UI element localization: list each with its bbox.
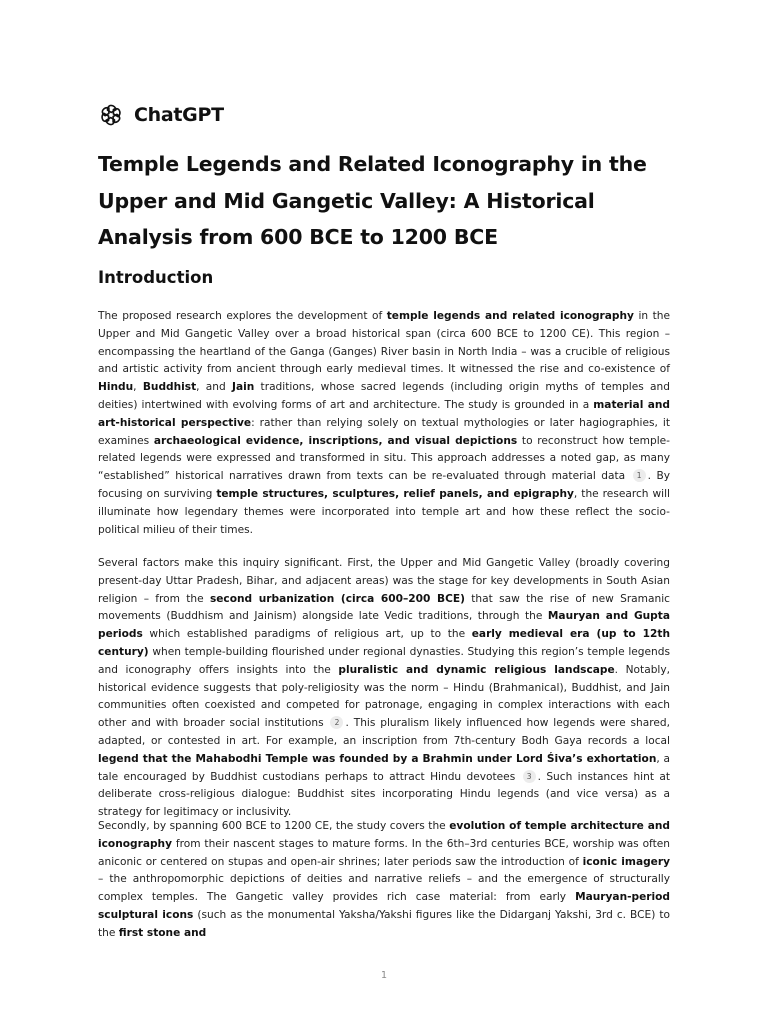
bold-phrase: first stone and xyxy=(118,926,207,939)
bold-phrase: Mauryan-period sculptural icons xyxy=(98,891,670,921)
text-run: . This pluralism likely influenced how legends were shared, adapted, or contested in art. For example, an inscription from 7th-century Bodh Gaya records a local xyxy=(98,717,670,747)
text-run: Several factors make this inquiry significant. First, the Upper and Mid Gangetic Valley (broadly covering present-day Uttar Pradesh, Bihar, and adjacent areas) was the stage for key developments in South Asian religion – from the xyxy=(98,557,670,605)
document-title: Temple Legends and Related Iconography in the Upper and Mid Gangetic Valley: A Historical Analysis from 600 BCE to 1200 BCE xyxy=(98,152,647,249)
paragraph-3 xyxy=(98,818,670,943)
text-run: . By focusing on surviving xyxy=(98,470,670,500)
bold-phrase: archaeological evidence, inscriptions, and visual depictions xyxy=(153,434,518,447)
text-run: , and xyxy=(196,381,233,394)
section-heading: Introduction xyxy=(98,268,214,287)
bold-phrase: evolution of temple architecture and iconography xyxy=(98,820,670,850)
bold-phrase: early medieval era (up to 12th century) xyxy=(98,628,670,658)
citation-badge[interactable]: 2 xyxy=(330,716,343,729)
text-run: : rather than relying solely on textual mythologies or later hagiographies, it examines xyxy=(98,416,670,447)
text-run: , a tale encouraged by Buddhist custodians perhaps to attract Hindu devotees xyxy=(98,752,670,783)
text-run: – the anthropomorphic depictions of deities and narrative reliefs – and the emergence of structurally complex temples. The Gangetic valley provides rich case material: from early xyxy=(98,873,670,904)
text-run: to reconstruct how temple-related legends were expressed and transformed in situ. This approach addresses a noted gap, as many “established” historical narratives drawn from texts can be re-evaluated through material data xyxy=(98,434,670,483)
bold-phrase: Jain xyxy=(232,381,255,394)
bold-phrase: Hindu xyxy=(98,381,134,394)
text-run: . Such instances hint at deliberate cross-religious dialogue: Buddhist sites incorporating Hindu legends (and vice versa) as a strategy for legitimacy or inclusivity. xyxy=(98,770,670,819)
brand-header xyxy=(98,100,224,130)
text-run: , the research will illuminate how legendary themes were incorporated into temple art and how these reflect the socio-political milieu of their times. xyxy=(98,487,670,536)
text-run: , xyxy=(133,381,143,394)
bold-phrase: material and art-historical perspective xyxy=(98,398,670,429)
text-run: (such as the monumental Yaksha/Yakshi figures like the Didarganj Yakshi, 3rd c. BCE) to the xyxy=(98,908,670,939)
bold-phrase: second urbanization (circa 600–200 BCE) xyxy=(209,592,465,605)
text-run: Secondly, by spanning 600 BCE to 1200 CE, the study covers the xyxy=(98,820,450,832)
text-run: from their nascent stages to mature forms. In the 6th–3rd centuries BCE, worship was often aniconic or centered on stupas and open-air shrines; later periods saw the introduction of xyxy=(98,837,670,868)
page-number: 1 xyxy=(380,970,388,981)
bold-phrase: pluralistic and dynamic religious landscape xyxy=(338,663,615,676)
text-run: . Notably, historical evidence suggests that poly-religiosity was the norm – Hindu (Brahmanical), Buddhist, and Jain communities often coexisted and competed for patronage, engaging in complex interactions with each other and with broader social institutions xyxy=(98,663,670,730)
text-run: which established paradigms of religious art, up to the xyxy=(142,628,472,641)
bold-phrase: Mauryan and Gupta periods xyxy=(98,610,670,641)
paragraph-1 xyxy=(98,308,670,539)
openai-logo-icon xyxy=(98,102,124,128)
brand-name: ChatGPT xyxy=(134,104,224,126)
text-run: The proposed research explores the development of xyxy=(98,310,387,322)
text-run: that saw the rise of new Sramanic movements (Buddhism and Jainism) alongside late Vedic traditions, through the xyxy=(98,592,670,623)
text-run: in the Upper and Mid Gangetic Valley over a broad historical span (circa 600 BCE to 1200 CE). This region – encompassing the heartland of the Ganga (Ganges) River basin in North India – was a crucible of religious and artistic activity from ancient through early medieval times. It witnessed the rise and co-existence of xyxy=(98,310,671,376)
bold-phrase: iconic imagery xyxy=(582,855,670,868)
bold-phrase: Buddhist xyxy=(142,381,197,394)
citation-badge[interactable]: 1 xyxy=(633,469,646,482)
citation-badge[interactable]: 3 xyxy=(523,770,536,783)
text-run: when temple-building flourished under regional dynasties. Studying this region’s temple legends and iconography offers insights into the xyxy=(98,645,670,676)
bold-phrase: temple structures, sculptures, relief panels, and epigraphy xyxy=(216,487,574,500)
bold-phrase: legend that the Mahabodhi Temple was founded by a Brahmin under Lord Śiva’s exhortation xyxy=(98,752,657,765)
bold-phrase: temple legends and related iconography xyxy=(386,310,634,322)
text-run: traditions, whose sacred legends (including origin myths of temples and deities) intertwined with evolving forms of art and architecture. The study is grounded in a xyxy=(98,381,670,411)
paragraph-2 xyxy=(98,555,670,822)
